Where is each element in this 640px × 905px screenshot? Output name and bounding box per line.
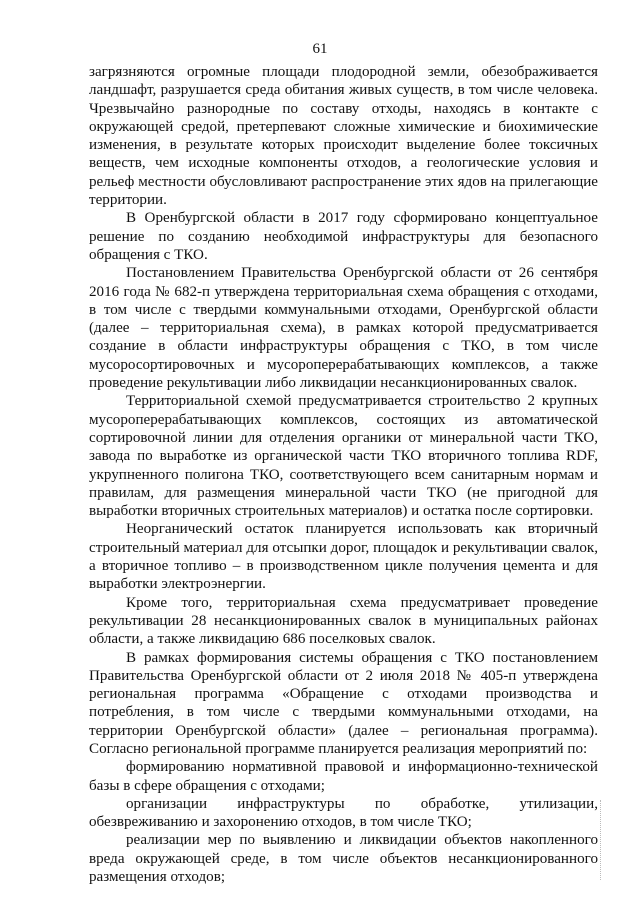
page-number: 61: [312, 41, 328, 57]
list-item-measure-1: формированию нормативной правовой и информационно-технической базы в сфере обращения с отходами;: [89, 759, 598, 794]
paragraph-inorganic-residue: Неорганический остаток планируется использовать как вторичный строительный материал для отсыпки дорог, площадок и рекультивации свалок, а вторичное топливо – в производственном цикле получения цемента и для выработки электроэнергии.: [89, 521, 598, 593]
paragraph-concept-2017: В Оренбургской области в 2017 году сформировано концептуальное решение по созданию необходимой инфраструктуры для безопасного обращения с ТКО.: [89, 210, 598, 263]
list-item-measure-3: реализации мер по выявлению и ликвидации объектов накопленного вреда окружающей среде, в том числе объектов несанкционированного размещения отходов;: [89, 832, 598, 886]
list-item-measure-2: организации инфраструктуры по обработке, утилизации, обезвреживанию и захоронению отходов, в том числе ТКО;: [89, 795, 598, 831]
paragraph-resolution-682: Постановлением Правительства Оренбургской области от 26 сентября 2016 года № 682-п утверждена территориальная схема обращения с отходами, в том числе с твердыми коммунальными отходами, Оренбургской области (далее – территориальная схема), в рамках которой предусматривается создание в области инфраструктуры обращения с ТКО, в том числе мусоросортировочных и мусороперерабатывающих комплексов, а также проведение рекультивации либо ликвидации несанкционированных свалок.: [89, 265, 598, 392]
paragraph-recultivation: Кроме того, территориальная схема предусматривает проведение рекультивации 28 несанкционированных свалок в муниципальных районах области, а также ликвидацию 686 поселковых свалок.: [89, 594, 598, 648]
paragraph-regional-program: В рамках формирования системы обращения с ТКО постановлением Правительства Оренбургской области от 2 июля 2018 № 405-п утверждена региональная программа «Обращение с отходами производства и потребления, в том числе с твердыми коммунальными отходами, на территории Оренбургской области» (далее – региональная программа). Согласно региональной программе планируется реализация мероприятий по:: [89, 649, 598, 757]
paragraph-territorial-scheme: Территориальной схемой предусматривается строительство 2 крупных мусороперерабатывающих комплексов, состоящих из автоматической сортировочной линии для отделения органики от минеральной части ТКО, завода по выработке из органической части ТКО вторичного топлива RDF, укрупненного полигона ТКО, соответствующего всем санитарным нормам и правилам, для размещения минеральной части ТКО (не пригодной для выработки вторичных строительных материалов) и остатка после сортировки.: [89, 393, 598, 520]
body-text: [89, 63, 598, 886]
paragraph-continuation: загрязняются огромные площади плодородной земли, обезображивается ландшафт, разрушается среда обитания живых существ, в том числе человека. Чрезвычайно разнородные по составу отходы, находясь в контакте с окружающей средой, претерпевают сложные химические и биохимические изменения, в результате которых происходит выделение более токсичных веществ, чем исходные компоненты отходов, а геологические условия и рельеф местности обусловливают распространение этих ядов на прилегающие территории.: [89, 64, 598, 209]
scan-margin-artifact: [600, 800, 603, 880]
